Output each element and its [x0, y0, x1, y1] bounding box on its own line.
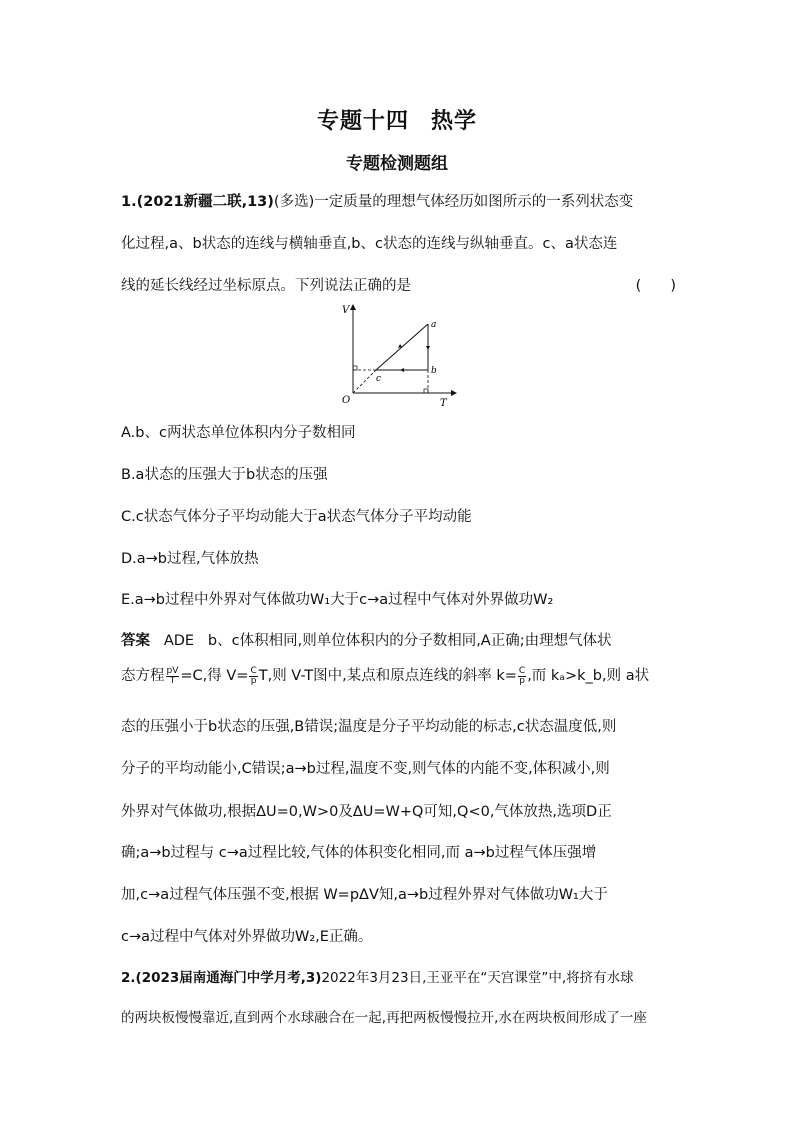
point-c-label: c	[376, 374, 382, 384]
fraction-pv-t	[166, 667, 180, 686]
q2-stem-line2: 的两块板慢慢靠近,直到两个水球融合在一起,再把两板慢慢拉开,水在两块板间形成了一座	[121, 1010, 647, 1026]
chapter-number: 专题十四	[316, 109, 409, 134]
right-angle-mark-t	[424, 389, 428, 393]
fraction-c-p-2	[518, 667, 526, 686]
solution-answer: ADE	[163, 633, 195, 649]
solution-text1: b、c体积相同,则单位体积内的分子数相同,A正确;由理想气体状	[207, 633, 612, 649]
q1-stem-line3	[121, 274, 676, 295]
chapter-title	[0, 104, 794, 135]
option-e: E.a→b过程中外界对气体做功W₁大于c→a过程中气体对外界做功W₂	[121, 592, 554, 608]
arrow-ab	[426, 346, 430, 350]
option-a: A.b、c两状态单位体积内分子数相同	[121, 425, 356, 441]
solution-label: 答案	[121, 633, 150, 649]
option-c: C.c状态气体分子平均动能大于a状态气体分子平均动能	[121, 509, 472, 525]
q2-stem-text: 2022年3月23日,王亚平在“天宫课堂”中,将挤有水球	[321, 970, 634, 986]
v-axis-label: V	[342, 305, 350, 316]
frac2-den: p	[250, 675, 257, 686]
solution-line8: c→a过程中气体对外界做功W₂,E正确。	[121, 929, 373, 945]
frac3-den: p	[519, 675, 525, 686]
q1-stem-text3: 线的延长线经过坐标原点。下列说法正确的是	[121, 278, 411, 294]
q1-stem-text: (多选)一定质量的理想气体经历如图所示的一系列状态变	[273, 194, 634, 210]
solution-line4: 分子的平均动能小,C错误;a→b过程,温度不变,则气体的内能不变,体积减小,则	[121, 761, 610, 777]
solution-line3: 态的压强小于b状态的压强,B错误;温度是分子平均动能的标志,c状态温度低,则	[121, 719, 617, 735]
q2-stem-line1	[121, 966, 634, 986]
solution-text2b: =C,得 V=	[180, 668, 249, 684]
solution-line7: 加,c→a过程气体压强不变,根据 W=pΔV知,a→b过程外界对气体做功W₁大于	[121, 887, 608, 903]
section-subtitle: 专题检测题组	[346, 154, 448, 174]
q2-source: 2.(2023届南通海门中学月考,3)	[121, 970, 322, 986]
vt-diagram	[336, 300, 466, 412]
q1-source: 1.(2021新疆二联,13)	[121, 194, 274, 210]
solution-line1	[121, 629, 612, 650]
q1-stem-line1	[121, 190, 633, 211]
frac3-num: C	[518, 665, 526, 676]
dashed-extension	[353, 370, 376, 393]
solution-text2c: T,则 V-T图中,某点和原点连线的斜率 k=	[258, 668, 517, 684]
frac1-num: pV	[166, 665, 179, 676]
chapter-topic: 热学	[431, 109, 478, 134]
option-b: B.a状态的压强大于b状态的压强	[121, 467, 328, 483]
solution-text2d: ,而 kₐ>k_b,则 a状	[527, 668, 650, 684]
solution-line6: 确;a→b过程与 c→a过程比较,气体的体积变化相同,而 a→b过程气体压强增	[121, 845, 597, 861]
frac2-num: C	[250, 665, 257, 676]
solution-text2a: 态方程	[121, 668, 165, 684]
q1-stem-line2: 化过程,a、b状态的连线与横轴垂直,b、c状态的连线与纵轴垂直。c、a状态连	[121, 236, 618, 252]
origin-label: O	[342, 395, 351, 406]
answer-bracket: ( )	[635, 278, 676, 294]
point-b-label: b	[431, 366, 437, 376]
option-d: D.a→b过程,气体放热	[121, 551, 259, 567]
point-a-label: a	[431, 320, 437, 330]
solution-line5: 外界对气体做功,根据ΔU=0,W>0及ΔU=W+Q可知,Q<0,气体放热,选项D正	[121, 804, 612, 820]
fraction-c-p	[249, 667, 257, 686]
right-angle-mark-v	[353, 366, 357, 370]
frac1-den: T	[169, 675, 176, 686]
t-axis-label: T	[440, 398, 447, 409]
solution-line2	[121, 664, 649, 686]
arrow-bc	[400, 368, 404, 372]
